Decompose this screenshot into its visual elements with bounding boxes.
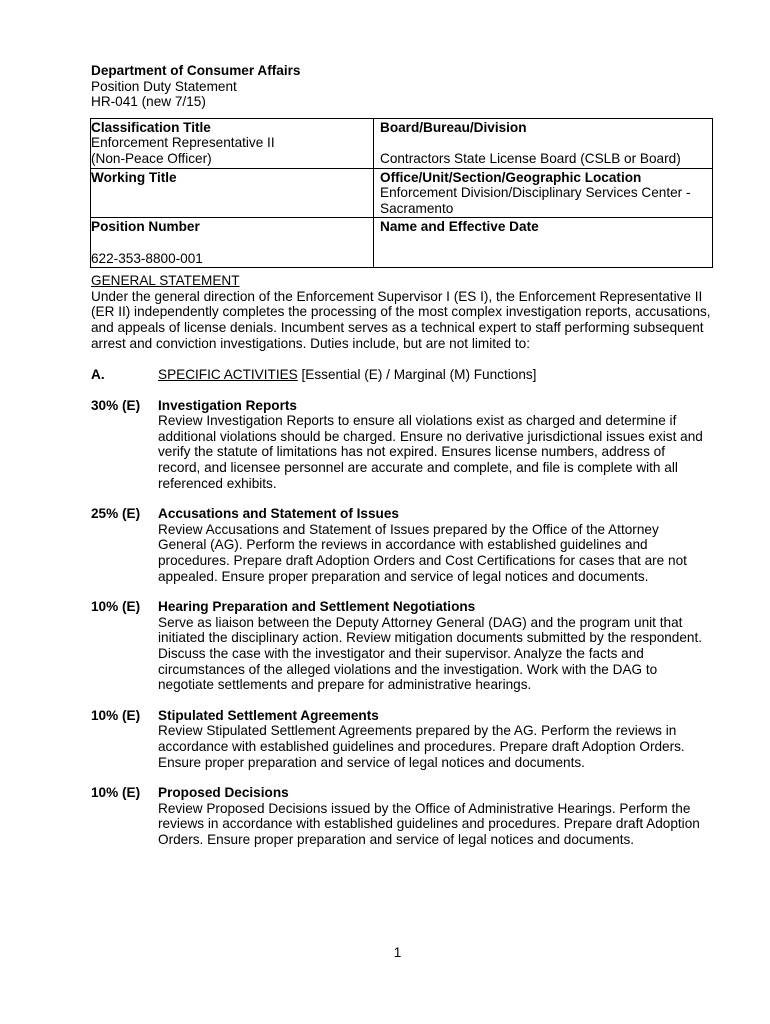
duty-title: Stipulated Settlement Agreements <box>158 707 379 723</box>
duty-content <box>158 398 706 492</box>
duty-title: Investigation Reports <box>158 397 297 413</box>
duty-percent: 10% (E) <box>91 707 141 723</box>
duty-body: Review Accusations and Statement of Issues prepared by the Office of the Attorney General (AG). Perform the reviews in accordance with established guidelines and procedures. Prepare draft Adoption Orders and Cost Certifications for cases that are not appealed. Ensure proper preparation and service of legal notices and documents. <box>158 521 687 584</box>
section-title <box>158 367 536 383</box>
duty-percent: 10% (E) <box>91 785 141 801</box>
duty-item <box>91 506 716 584</box>
general-statement-body: Under the general direction of the Enforcement Supervisor I (ES I), the Enforcement Representative II (ER II) independently completes the processing of the most complex investigation reports, accusations, and appeals of license denials. Incumbent serves as a technical expert to staff performing subsequent arrest and conviction investigations. Duties include, but are not limited to: <box>91 288 711 351</box>
duty-content <box>158 599 706 693</box>
department-heading: Department of Consumer Affairs <box>91 63 301 78</box>
duty-title: Accusations and Statement of Issues <box>158 506 399 522</box>
section-letter: A. <box>91 367 105 383</box>
office-value-line1: Enforcement Division/Disciplinary Services Center - <box>380 185 691 201</box>
position-number-value: 622-353-8800-001 <box>91 250 203 266</box>
duty-percent: 25% (E) <box>91 506 141 522</box>
name-date-cell <box>374 218 713 268</box>
board-cell <box>374 118 713 168</box>
page-number: 1 <box>393 945 402 960</box>
position-info-table <box>90 118 713 268</box>
position-number-label: Position Number <box>91 219 200 235</box>
section-a-heading <box>91 367 716 383</box>
general-statement-heading: GENERAL STATEMENT <box>91 273 240 289</box>
board-label: Board/Bureau/Division <box>380 119 527 135</box>
duty-item <box>91 599 716 693</box>
duty-content <box>158 708 706 770</box>
classification-title-line2: (Non-Peace Officer) <box>91 150 212 166</box>
doc-type: Position Duty Statement <box>91 78 237 94</box>
duty-item <box>91 398 716 492</box>
duty-content <box>158 506 706 584</box>
duty-body: Serve as liaison between the Deputy Attorney General (DAG) and the program unit that initiated the disciplinary action. Review mitigation documents submitted by the respondent. Discuss the case with the investigator and their supervisor. Analyze the facts and circumstances of the alleged violations and the investigation. Work with the DAG to negotiate settlements and prepare for administrative hearings. <box>158 614 703 693</box>
position-number-cell <box>91 218 374 268</box>
form-id: HR-041 (new 7/15) <box>91 94 206 110</box>
duty-body: Review Stipulated Settlement Agreements prepared by the AG. Perform the reviews in accordance with established guidelines and procedures. Prepare draft Adoption Orders. Ensure proper preparation and service of legal notices and documents. <box>158 723 685 770</box>
classification-title-line1: Enforcement Representative II <box>91 135 275 151</box>
document-page <box>91 63 716 848</box>
name-date-label: Name and Effective Date <box>380 219 539 235</box>
working-title-label: Working Title <box>91 169 177 185</box>
duty-item <box>91 785 716 847</box>
office-cell <box>374 168 713 218</box>
classification-title-cell <box>91 118 374 168</box>
duty-body: Review Proposed Decisions issued by the Office of Administrative Hearings. Perform the reviews in accordance with established guidelines and procedures. Prepare draft Adoption Orders. Ensure proper preparation and service of legal notices and documents. <box>158 800 700 847</box>
working-title-cell <box>91 168 374 218</box>
office-value-line2: Sacramento <box>380 200 454 216</box>
section-title-underlined: SPECIFIC ACTIVITIES <box>158 367 298 383</box>
duty-title: Hearing Preparation and Settlement Negotiations <box>158 599 476 615</box>
duty-percent: 30% (E) <box>91 397 141 413</box>
office-label: Office/Unit/Section/Geographic Location <box>380 169 642 185</box>
duty-percent: 10% (E) <box>91 599 141 615</box>
classification-title-label: Classification Title <box>91 119 211 135</box>
duty-content <box>158 785 706 847</box>
duty-item <box>91 708 716 770</box>
board-value: Contractors State License Board (CSLB or Board) <box>380 150 681 166</box>
section-title-suffix: [Essential (E) / Marginal (M) Functions] <box>297 367 537 383</box>
duty-title: Proposed Decisions <box>158 785 289 801</box>
duty-body: Review Investigation Reports to ensure all violations exist as charged and determine if additional violations should be charged. Ensure no derivative jurisdictional issues exist and verify the statute of limitations has not expired. Ensures license numbers, address of record, and licensee personnel are accurate and complete, and file is complete with all referenced exhibits. <box>158 413 703 491</box>
